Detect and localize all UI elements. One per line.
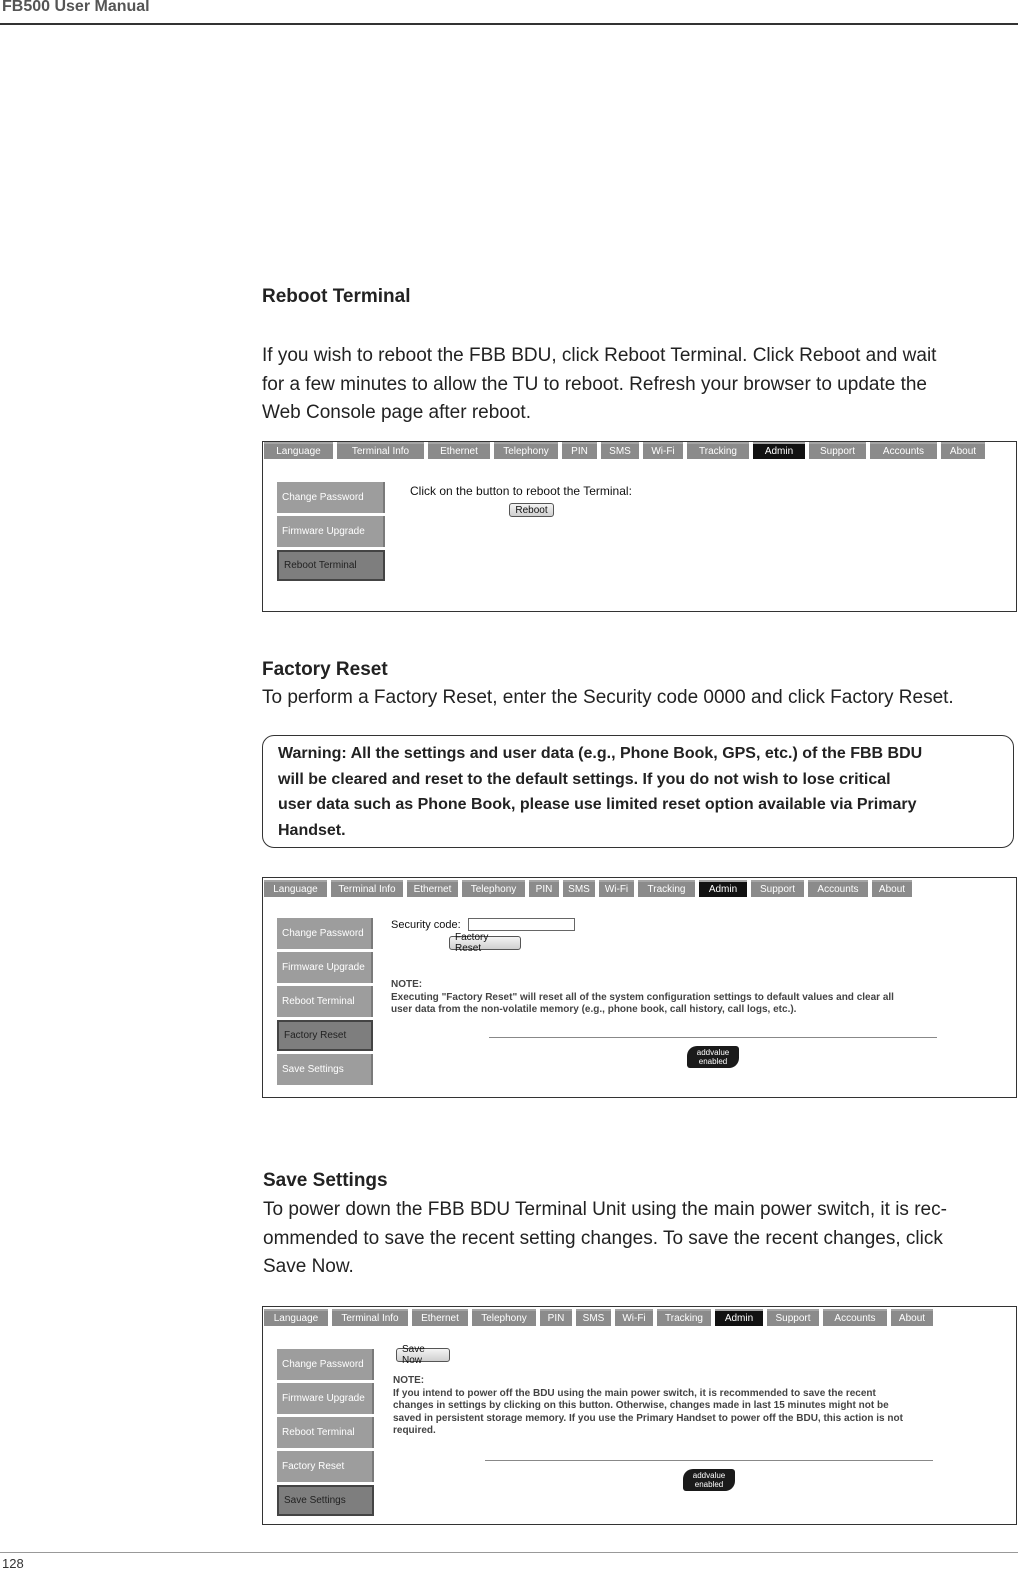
warning-line: will be cleared and reset to the default settings. If you do not wish to lose critical <box>278 770 891 788</box>
note-title: NOTE: <box>391 979 423 990</box>
addvalue-logo <box>683 1469 735 1491</box>
tab-language[interactable]: Language <box>264 442 333 459</box>
menu-firmware-upgrade[interactable]: Firmware Upgrade <box>277 516 385 547</box>
tab-telephony[interactable]: Telephony <box>472 1309 536 1326</box>
tab-accounts[interactable]: Accounts <box>808 880 868 897</box>
note-line: changes in settings by clicking on this button. Otherwise, changes made in last 15 minutes might not be <box>393 1400 889 1411</box>
tab-pin[interactable]: PIN <box>529 880 559 897</box>
tab-ethernet[interactable]: Ethernet <box>407 880 458 897</box>
factory-body: To perform a Factory Reset, enter the Security code 0000 and click Factory Reset. <box>262 687 954 708</box>
warning-line: user data such as Phone Book, please use limited reset option available via Primary <box>278 796 917 813</box>
reboot-heading: Reboot Terminal <box>262 286 411 307</box>
factory-reset-button[interactable]: Factory Reset <box>449 936 521 950</box>
nav-tabs <box>264 880 916 900</box>
tab-pin[interactable]: PIN <box>562 442 597 459</box>
divider <box>485 1460 933 1461</box>
save-body-line: ommended to save the recent setting changes. To save the recent changes, click <box>263 1227 943 1249</box>
menu-change-password[interactable]: Change Password <box>277 918 373 949</box>
note-title: NOTE: <box>393 1375 425 1386</box>
note-line: If you intend to power off the BDU using the main power switch, it is recommended to save the recent <box>393 1387 876 1399</box>
nav-tabs <box>264 442 989 462</box>
admin-menu <box>277 482 385 584</box>
tab-about[interactable]: About <box>872 880 912 897</box>
manual-title: FB500 User Manual <box>2 0 150 15</box>
tab-terminal-info[interactable]: Terminal Info <box>337 442 424 459</box>
reboot-screenshot <box>262 441 1017 612</box>
tab-wifi[interactable]: Wi-Fi <box>599 880 634 897</box>
tab-terminal-info[interactable]: Terminal Info <box>331 880 403 897</box>
save-body-line: Save Now. <box>263 1256 354 1277</box>
reboot-body <box>262 342 936 428</box>
tab-terminal-info[interactable]: Terminal Info <box>332 1309 408 1326</box>
footer-divider <box>0 1552 1018 1553</box>
tab-sms[interactable]: SMS <box>601 442 639 459</box>
security-code-label: Security code: <box>391 919 461 931</box>
tab-admin[interactable]: Admin <box>699 880 747 897</box>
reboot-body-line: for a few minutes to allow the TU to reboot. Refresh your browser to update the <box>262 373 927 395</box>
menu-factory-reset[interactable]: Factory Reset <box>277 1451 374 1482</box>
tab-language[interactable]: Language <box>264 880 327 897</box>
factory-heading: Factory Reset <box>262 659 388 680</box>
tab-telephony[interactable]: Telephony <box>462 880 525 897</box>
tab-about[interactable]: About <box>941 442 985 459</box>
logo-line: enabled <box>698 1057 728 1066</box>
warning-line: Warning: All the settings and user data (e.g., Phone Book, GPS, etc.) of the FBB BDU <box>278 745 923 762</box>
reboot-prompt: Click on the button to reboot the Terminal: <box>410 484 632 498</box>
factory-note <box>391 979 894 1017</box>
logo-line: enabled <box>694 1480 724 1489</box>
tab-sms[interactable]: SMS <box>563 880 595 897</box>
page-number: 128 <box>2 1556 24 1571</box>
menu-save-settings[interactable]: Save Settings <box>277 1485 374 1516</box>
tab-support[interactable]: Support <box>767 1309 819 1326</box>
tab-wifi[interactable]: Wi-Fi <box>615 1309 653 1326</box>
admin-menu <box>277 1349 374 1519</box>
menu-factory-reset[interactable]: Factory Reset <box>277 1020 373 1051</box>
reboot-body-line: Web Console page after reboot. <box>262 402 531 423</box>
warning-box <box>262 735 1014 848</box>
save-note <box>393 1375 903 1438</box>
save-body-line: To power down the FBB BDU Terminal Unit using the main power switch, it is rec- <box>263 1199 947 1220</box>
logo-line: addvalue <box>692 1471 726 1480</box>
factory-reset-screenshot <box>262 877 1017 1098</box>
save-heading: Save Settings <box>263 1170 388 1191</box>
note-line: saved in persistent storage memory. If you use the Primary Handset to power off the BDU, this action is not <box>393 1412 903 1424</box>
menu-reboot-terminal[interactable]: Reboot Terminal <box>277 986 373 1017</box>
addvalue-logo <box>687 1046 739 1068</box>
reboot-body-line: If you wish to reboot the FBB BDU, click Reboot Terminal. Click Reboot and wait <box>262 345 937 366</box>
menu-firmware-upgrade[interactable]: Firmware Upgrade <box>277 1383 374 1414</box>
menu-save-settings[interactable]: Save Settings <box>277 1054 373 1085</box>
save-settings-screenshot <box>262 1306 1017 1525</box>
save-body <box>263 1196 947 1282</box>
nav-tabs <box>264 1309 937 1329</box>
menu-firmware-upgrade[interactable]: Firmware Upgrade <box>277 952 373 983</box>
logo-line: addvalue <box>696 1048 730 1057</box>
note-line: user data from the non-volatile memory (e.g., phone book, call history, call logs, etc.). <box>391 1004 797 1015</box>
tab-support[interactable]: Support <box>751 880 804 897</box>
tab-tracking[interactable]: Tracking <box>687 442 749 459</box>
tab-support[interactable]: Support <box>809 442 866 459</box>
security-code-input[interactable] <box>468 918 575 931</box>
menu-change-password[interactable]: Change Password <box>277 482 385 513</box>
tab-tracking[interactable]: Tracking <box>657 1309 711 1326</box>
tab-accounts[interactable]: Accounts <box>870 442 937 459</box>
tab-sms[interactable]: SMS <box>576 1309 611 1326</box>
header-divider <box>0 23 1018 25</box>
menu-reboot-terminal[interactable]: Reboot Terminal <box>277 1417 374 1448</box>
tab-admin[interactable]: Admin <box>715 1309 763 1326</box>
tab-language[interactable]: Language <box>264 1309 328 1326</box>
warning-line: Handset. <box>278 821 346 839</box>
save-now-button[interactable]: Save Now <box>396 1348 450 1362</box>
tab-tracking[interactable]: Tracking <box>638 880 695 897</box>
tab-admin[interactable]: Admin <box>753 442 805 459</box>
tab-accounts[interactable]: Accounts <box>823 1309 887 1326</box>
divider <box>489 1037 937 1038</box>
tab-telephony[interactable]: Telephony <box>494 442 558 459</box>
tab-about[interactable]: About <box>891 1309 933 1326</box>
tab-ethernet[interactable]: Ethernet <box>428 442 490 459</box>
tab-ethernet[interactable]: Ethernet <box>412 1309 468 1326</box>
admin-menu <box>277 918 373 1088</box>
menu-reboot-terminal[interactable]: Reboot Terminal <box>277 550 385 581</box>
note-line: Executing "Factory Reset" will reset all of the system configuration settings to default values and clear all <box>391 991 894 1003</box>
tab-wifi[interactable]: Wi-Fi <box>643 442 683 459</box>
note-line: required. <box>393 1425 436 1436</box>
menu-change-password[interactable]: Change Password <box>277 1349 374 1380</box>
reboot-button[interactable]: Reboot <box>509 503 554 517</box>
tab-pin[interactable]: PIN <box>540 1309 572 1326</box>
